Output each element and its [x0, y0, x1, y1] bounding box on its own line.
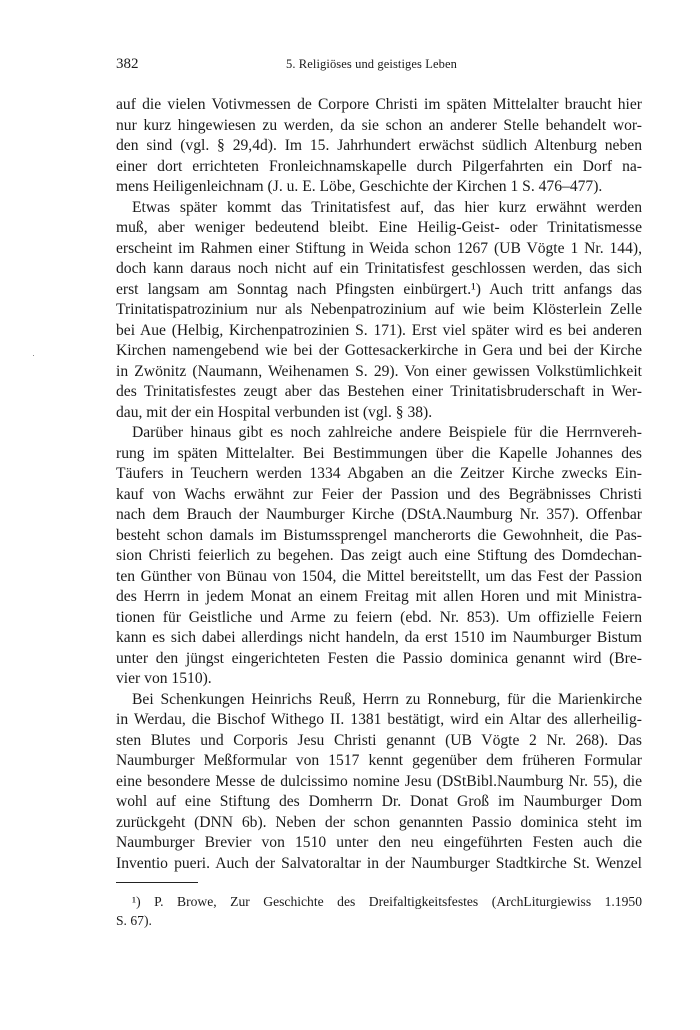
text-line: Darüber hinaus gibt es noch zahlreiche andere Beispiele für die Herrnvereh-: [132, 424, 642, 441]
text-line: in Zwönitz (Naumann, Weihenamen S. 29). Von einer gewissen Volkstümlichkeit: [116, 362, 642, 380]
text-line: in Werdau, die Bischof Withego II. 1381 bestätigt, wird ein Altar des allerheilig-: [116, 711, 642, 728]
text-line: kauf von Wachs erwähnt zur Feier der Passion und des Begräbnisses Christi: [116, 485, 642, 503]
page-number: 382: [116, 56, 139, 72]
text-line: Trinitatispatrozinium nur als Nebenpatrozinium auf wie beim Klösterlein Zelle: [116, 301, 642, 318]
text-line: sion Christi feierlich zu begehen. Das zeigt auch eine Stiftung des Domdechan-: [116, 547, 642, 564]
text-line: dau, mit der ein Hospital verbunden ist (vgl. § 38).: [116, 403, 433, 421]
text-line: erscheint im Rahmen einer Stiftung in Weida schon 1267 (UB Vögte 1 Nr. 144),: [116, 239, 642, 257]
text-line: bei Aue (Helbig, Kirchenpatrozinien S. 171). Erst viel später wird es bei anderen: [116, 321, 642, 339]
margin-speck: [33, 355, 34, 356]
text-line: Naumburger Brevier von 1510 unter den neu eingeführten Festen auch die: [116, 834, 642, 851]
footnote-line: S. 67).: [116, 913, 152, 928]
text-line: nach dem Brauch der Naumburger Kirche (DStA.Naumburg Nr. 357). Offenbar: [116, 506, 642, 523]
text-line: mens Heiligenleichnam (J. u. E. Löbe, Geschichte der Kirchen 1 S. 476–477).: [116, 178, 603, 195]
footnote-separator: [116, 882, 198, 883]
text-line: einer dort errichteten Fronleichnamskapelle durch Pilgerfahrten ein Dorf na-: [116, 157, 642, 175]
text-line: besteht schon damals im Bistumssprengel mancherorts die Gewohnheit, die Pas-: [116, 526, 642, 544]
text-line: doch kann daraus noch nicht auf ein Trinitatisfest geschlossen werden, das sich: [116, 260, 642, 277]
text-line: Kirchen namengebend wie bei der Gottesackerkirche in Gera und bei der Kirche: [116, 342, 642, 359]
text-line: Täufers in Teuchern werden 1334 Abgaben an die Zeitzer Kirche zwecks Ein-: [116, 465, 642, 482]
text-line: auf die vielen Votivmessen de Corpore Christi im späten Mittelalter braucht hier: [116, 96, 642, 113]
running-head: 5. Religiöses und geistiges Leben: [286, 57, 457, 71]
body-text: [116, 95, 642, 874]
text-line: nur kurz hingewiesen zu werden, da sie schon an anderer Stelle behandelt wor-: [116, 116, 642, 134]
text-line: unter den jüngst eingerichteten Festen die Passio dominica genannt wird (Bre-: [116, 649, 642, 667]
text-line: des Trinitatisfestes zeugt aber das Bestehen einer Trinitatisbruderschaft in Wer-: [116, 383, 642, 400]
text-line: tionen für Geistliche und Arme zu feiern (ebd. Nr. 853). Um offizielle Feiern: [116, 608, 642, 626]
text-line: des Herrn in jedem Monat an einem Freitag mit allen Horen und mit Ministra-: [116, 588, 642, 605]
text-line: sten Blutes und Corporis Jesu Christi genannt (UB Vögte 2 Nr. 268). Das: [116, 731, 642, 749]
footnote-line: ¹) P. Browe, Zur Geschichte des Dreifaltigkeitsfestes (ArchLiturgiewiss 1.1950: [132, 894, 642, 909]
text-line: erst langsam am Sonntag nach Pfingsten einbürgert.¹) Auch tritt anfangs das: [116, 280, 642, 298]
text-line: muß, aber weniger bedeutend bleibt. Eine Heilig-Geist- oder Trinitatismesse: [116, 219, 642, 236]
text-line: Bei Schenkungen Heinrichs Reuß, Herrn zu Ronneburg, für die Marienkirche: [132, 690, 642, 708]
text-line: zurückgeht (DNN 6b). Neben der schon genannten Passio dominica steht im: [116, 813, 642, 831]
text-line: rung im späten Mittelalter. Bei Bestimmungen über die Kapelle Johannes des: [116, 444, 642, 462]
text-line: kann es sich dabei allerdings nicht handeln, da erst 1510 im Naumburger Bistum: [116, 629, 642, 646]
footnotes: [116, 892, 642, 930]
text-line: ten Günther von Bünau von 1504, die Mittel bereitstellt, um das Fest der Passion: [116, 567, 642, 585]
text-line: den sind (vgl. § 29,4d). Im 15. Jahrhundert erwächst südlich Altenburg neben: [116, 137, 642, 154]
text-line: Naumburger Meßformular von 1517 kennt gegenüber dem früheren Formular: [116, 752, 642, 769]
text-line: Etwas später kommt das Trinitatisfest auf, das hier kurz erwähnt werden: [132, 198, 642, 216]
page-header: [116, 56, 638, 78]
text-line: Inventio pueri. Auch der Salvatoraltar in der Naumburger Stadtkirche St. Wenzel: [116, 854, 642, 872]
text-line: wohl auf eine Stiftung des Domherrn Dr. Donat Groß im Naumburger Dom: [116, 793, 642, 810]
text-line: vier von 1510).: [116, 670, 212, 687]
text-line: eine besondere Messe de dulcissimo nomine Jesu (DStBibl.Naumburg Nr. 55), die: [116, 772, 642, 790]
